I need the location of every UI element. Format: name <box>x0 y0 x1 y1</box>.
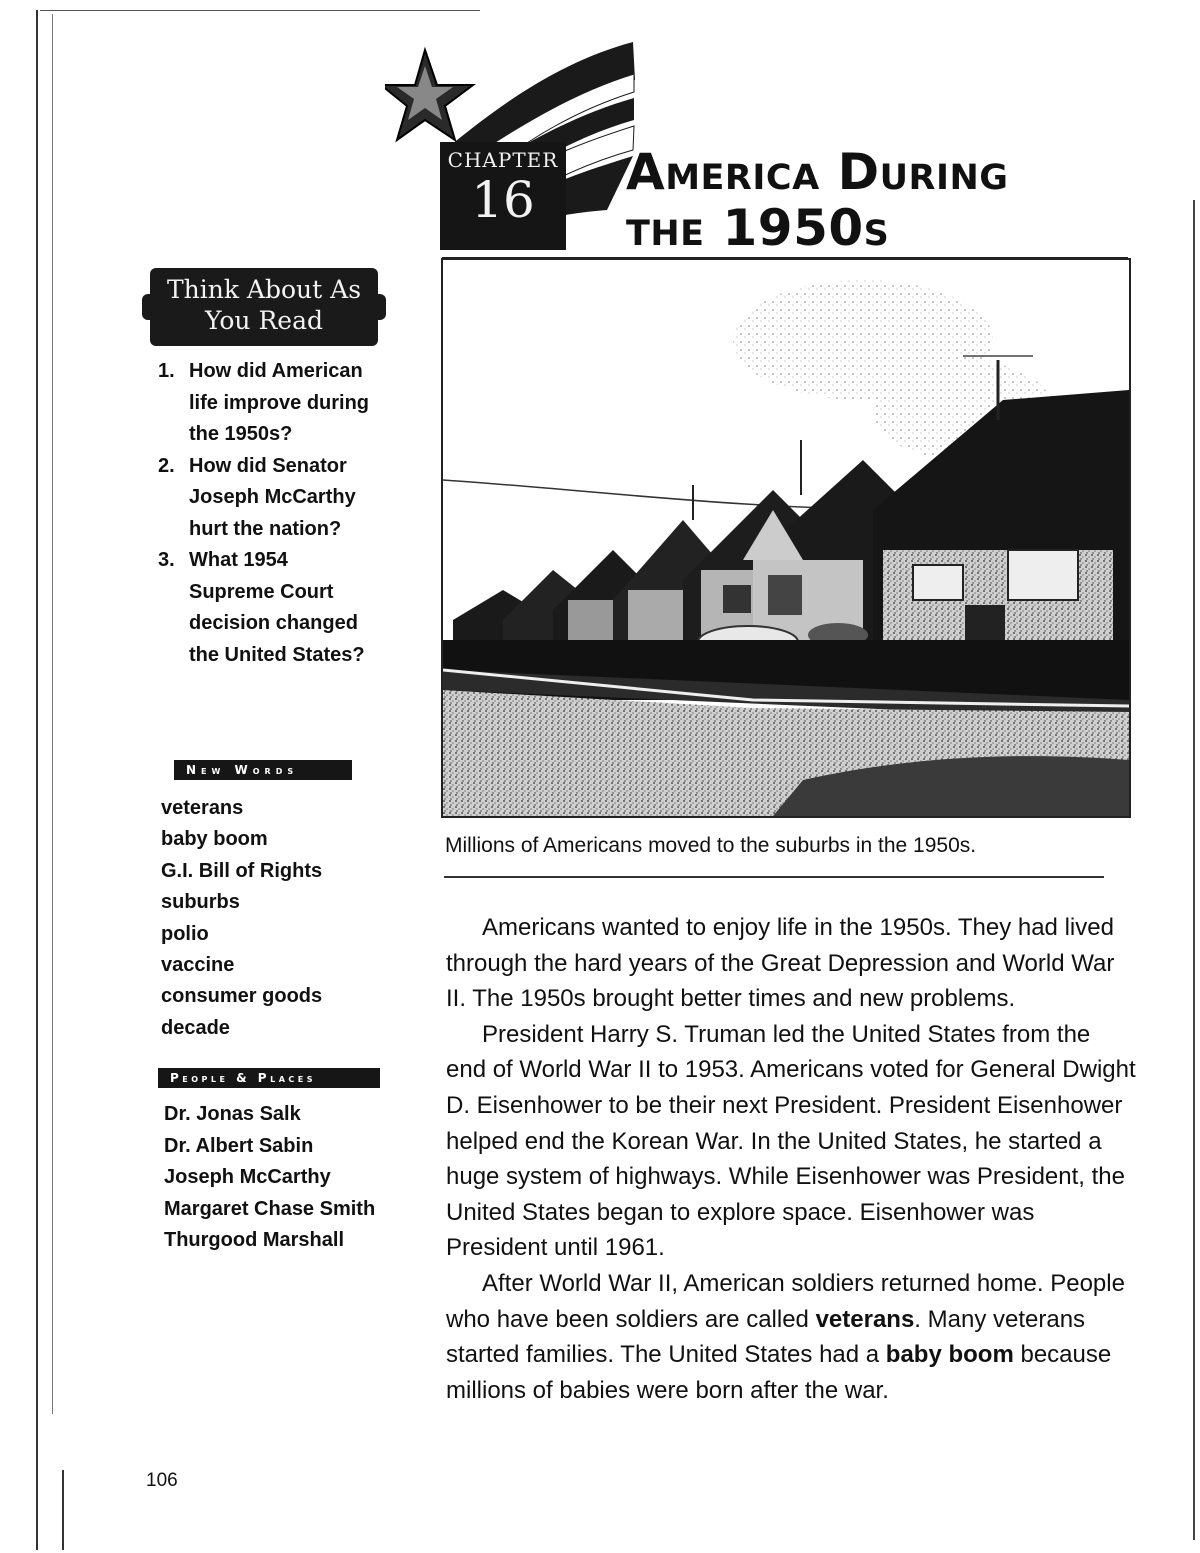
chapter-label: CHAPTER <box>447 148 559 172</box>
question-text: What 1954 Supreme Court decision changed the United States? <box>189 549 365 666</box>
new-word-item: veterans <box>161 797 244 819</box>
think-about-heading-line2: You Read <box>205 306 323 335</box>
scan-edge-left <box>36 10 38 1550</box>
question-number: 3. <box>158 549 175 571</box>
scan-edge-left-inner <box>52 14 53 1414</box>
page-number: 106 <box>146 1470 178 1491</box>
suburb-photo <box>441 258 1131 818</box>
scan-edge-right <box>1193 200 1195 1540</box>
chapter-number: 16 <box>471 171 535 229</box>
scan-edge-top <box>40 10 480 11</box>
new-word-item: consumer goods <box>161 985 323 1008</box>
body-paragraph: President Harry S. Truman led the United States from the end of World War II to 1953. Americans voted for General Dwight D. Eisenhower to be their next President. President Eisenhower helped end the Korean War. In the United States, he started a huge system of highways. While Eisenhower was President, the United States began to explore space. Eisenhower was President until 1961. <box>446 1020 1136 1262</box>
new-word-item: baby boom <box>161 828 268 851</box>
chapter-title-line1: America During <box>626 143 1009 201</box>
people-place-item: Joseph McCarthy <box>164 1166 331 1189</box>
body-paragraph: Americans wanted to enjoy life in the 1950s. They had lived through the hard years of the Great Depression and World War II. The 1950s brought better times and new problems. <box>446 914 1115 1013</box>
chapter-title <box>626 144 1146 256</box>
new-word-item: suburbs <box>161 891 240 914</box>
people-places-label: People & Places <box>158 1068 380 1088</box>
scan-edge-left-2 <box>62 1470 64 1550</box>
caption-divider <box>444 876 1104 878</box>
new-words-label: New Words <box>174 760 352 780</box>
body-text-run: After World War II, American soldiers returned home. People who have been soldiers are called <box>446 1269 1125 1333</box>
people-place-item: Thurgood Marshall <box>164 1229 344 1252</box>
people-place-item: Dr. Jonas Salk <box>164 1103 301 1125</box>
new-words-list <box>161 793 322 1044</box>
vocab-term-baby-boom: baby boom <box>885 1341 1014 1369</box>
new-word-item: G.I. Bill of Rights <box>161 859 323 882</box>
chapter-badge <box>440 142 566 250</box>
photo-caption: Millions of Americans moved to the suburbs in the 1950s. <box>445 834 977 857</box>
body-text-run: . Many veterans started families. The United States had a <box>446 1305 1086 1369</box>
question-number: 2. <box>158 454 175 477</box>
new-word-item: vaccine <box>161 954 235 977</box>
body-paragraph <box>446 1266 1136 1408</box>
chapter-body <box>446 910 1136 1408</box>
think-about-heading <box>150 268 378 346</box>
think-about-heading-line1: Think About As <box>166 275 362 304</box>
chapter-title-line2: the 1950s <box>626 199 890 257</box>
think-about-questions <box>158 356 373 671</box>
question-item <box>158 356 373 451</box>
body-text-run: because millions of babies were born after the war. <box>446 1341 1112 1404</box>
people-places-list <box>164 1102 384 1260</box>
question-item <box>158 545 373 671</box>
question-text: How did Senator Joseph McCarthy hurt the nation? <box>189 454 356 540</box>
people-place-item: Margaret Chase Smith <box>164 1197 376 1220</box>
vocab-term-veterans: veterans <box>815 1305 915 1333</box>
suburb-houses-illustration <box>443 260 1129 816</box>
new-word-item: decade <box>161 1016 230 1039</box>
people-place-item: Dr. Albert Sabin <box>164 1134 314 1157</box>
new-word-item: polio <box>161 922 209 945</box>
question-text: How did American life improve during the 1950s? <box>189 360 370 445</box>
question-item <box>158 451 373 546</box>
question-number: 1. <box>158 360 175 382</box>
